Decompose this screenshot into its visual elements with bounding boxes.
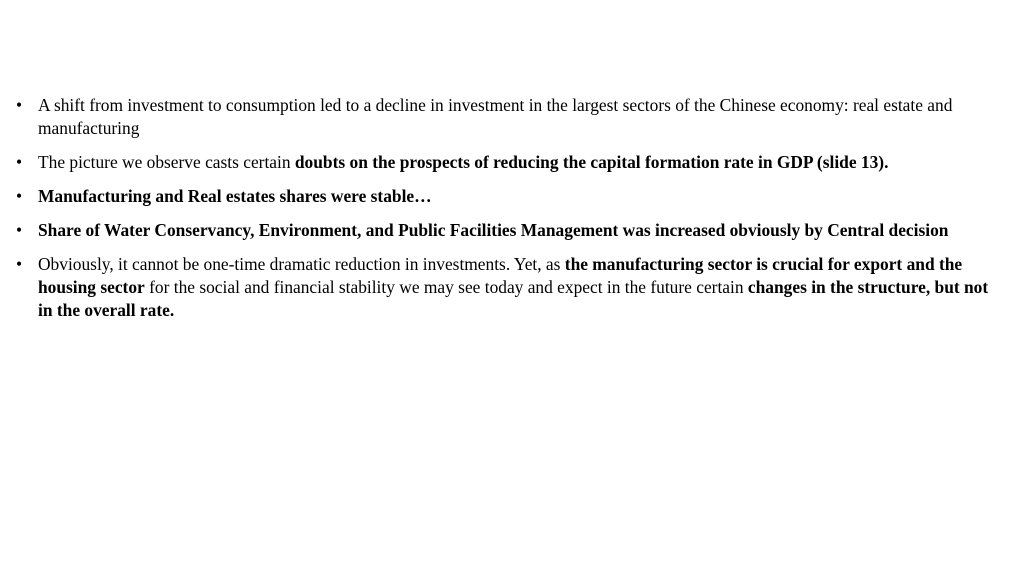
text-segment: for the social and financial stability we may see today and expect in the future certain (144, 277, 748, 297)
bold-text-segment: doubts on the prospects of reducing the capital formation rate in GDP (slide 13). (294, 152, 889, 172)
bullet-dot: • (16, 152, 23, 172)
bullet-text (38, 186, 432, 206)
bullet-text (38, 254, 988, 320)
bold-text-segment: Share of Water Conservancy, Environment, and Public Facilities Management was increased obviously by Central decision (38, 220, 949, 240)
text-segment: Obviously, it cannot be one-time dramatic reduction in investments. Yet, as (38, 254, 565, 274)
bullet-dot: • (16, 254, 23, 274)
bullet-item (16, 253, 998, 322)
bold-text-segment: changes in the structure, but not in the overall rate. (38, 277, 989, 320)
bullet-text (38, 95, 952, 138)
bullet-dot: • (16, 95, 23, 115)
bullet-item (16, 219, 998, 242)
bullet-text (38, 220, 948, 240)
text-segment: A shift from investment to consumption led to a decline in investment in the largest sectors of the Chinese economy: real estate and manufacturing (38, 95, 953, 138)
bullet-item (16, 94, 998, 140)
text-segment: The picture we observe casts certain (38, 152, 295, 172)
bullet-list (16, 94, 998, 333)
bullet-item (16, 185, 998, 208)
bullet-text (38, 152, 888, 172)
bullet-item (16, 151, 998, 174)
bullet-dot: • (16, 186, 23, 206)
bullet-dot: • (16, 220, 23, 240)
bold-text-segment: the manufacturing sector is crucial for export and the housing sector (38, 254, 963, 297)
bold-text-segment: Manufacturing and Real estates shares were stable… (38, 186, 432, 206)
